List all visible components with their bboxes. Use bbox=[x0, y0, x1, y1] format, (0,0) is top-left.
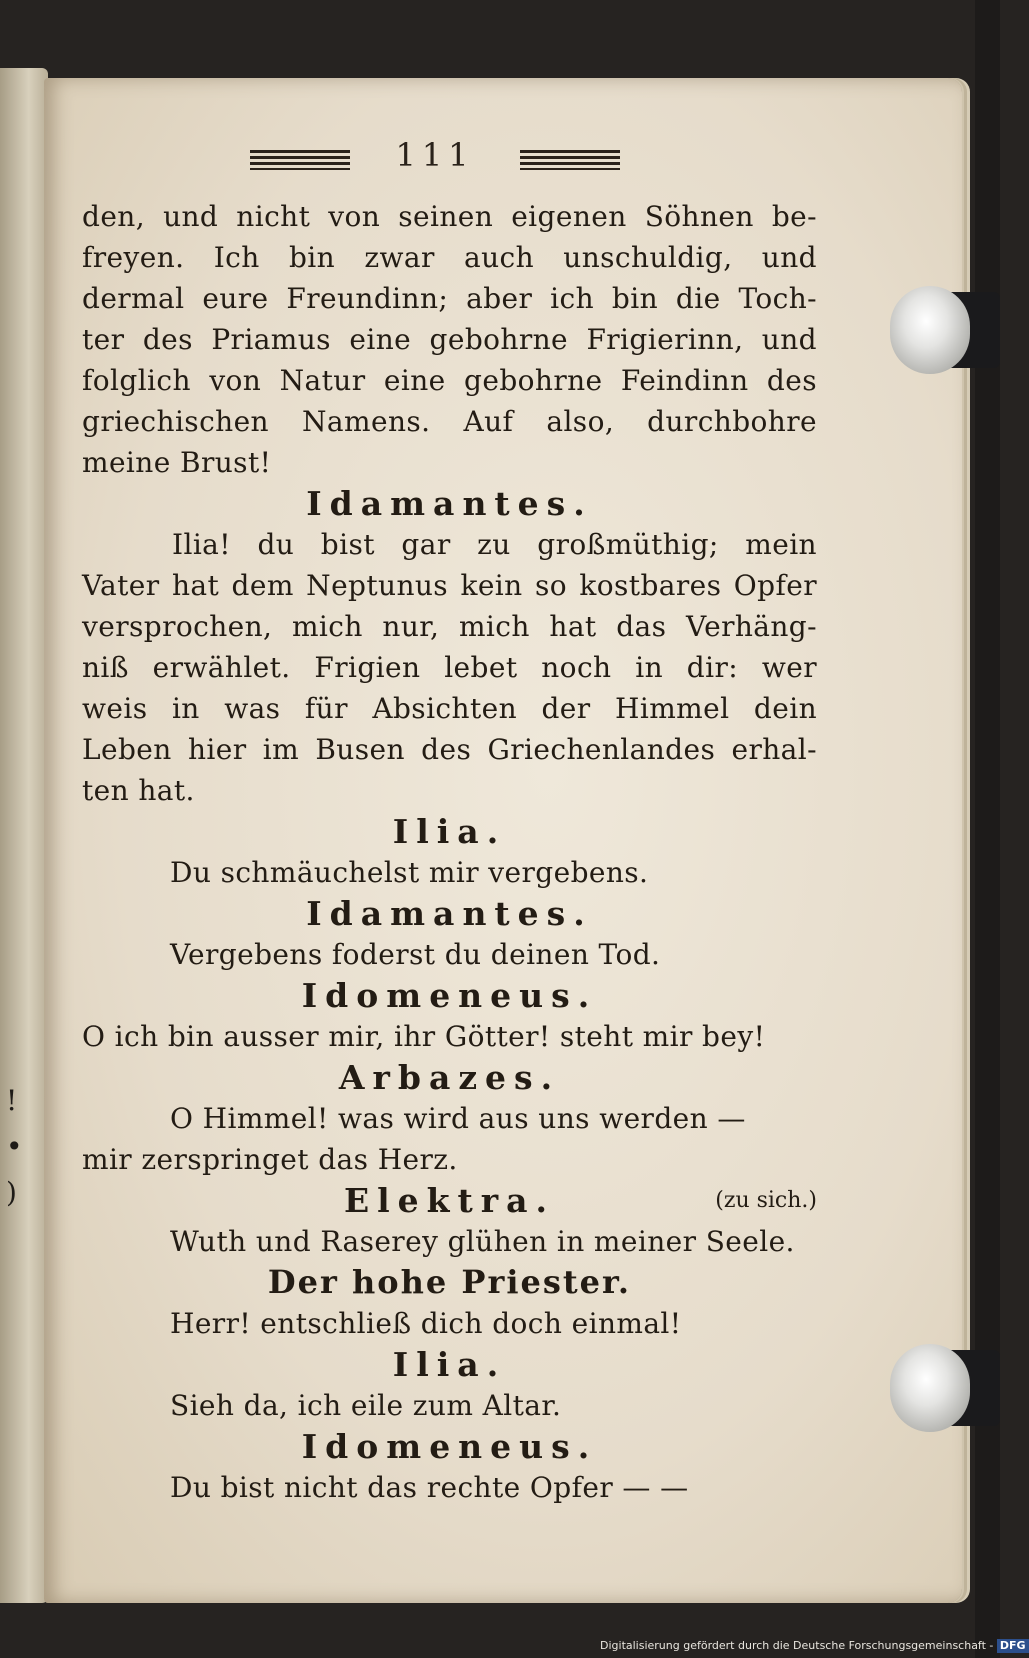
speech-line: mir zerspringet das Herz. bbox=[82, 1143, 458, 1176]
clip-glass bbox=[890, 1344, 970, 1432]
speaker-heading-row bbox=[82, 1180, 817, 1221]
speech-line: O Himmel! was wird aus uns werden — bbox=[170, 1102, 746, 1135]
margin-mark: • bbox=[6, 1130, 23, 1163]
text-line: dermal eure Freundinn; aber ich bin die Toch- bbox=[82, 282, 817, 315]
speech-line: versprochen, mich nur, mich hat das Verhäng- bbox=[82, 610, 817, 643]
text-line: den, und nicht von seinen eigenen Söhnen be- bbox=[82, 200, 817, 233]
text-line: folglich von Natur eine gebohrne Feindinn des bbox=[82, 364, 817, 397]
page-number: 111 bbox=[395, 136, 475, 174]
speaker-heading: Ilia. bbox=[392, 812, 507, 851]
speech-line: O ich bin ausser mir, ihr Götter! steht mir bey! bbox=[82, 1020, 766, 1053]
margin-mark: ! bbox=[6, 1084, 18, 1117]
speech-line: Herr! entschließ dich doch einmal! bbox=[170, 1307, 682, 1340]
speech-line: weis in was für Absichten der Himmel dein bbox=[82, 692, 817, 725]
facing-page-marks bbox=[6, 1078, 23, 1216]
speaker-heading: Der hohe Priester. bbox=[267, 1263, 632, 1301]
margin-mark: ) bbox=[6, 1176, 17, 1209]
speech-line: Sieh da, ich eile zum Altar. bbox=[170, 1389, 562, 1422]
text-line: freyen. Ich bin zwar auch unschuldig, und bbox=[82, 241, 817, 274]
speaker-heading: Idomeneus. bbox=[301, 976, 598, 1015]
speech-line: Ilia! du bist gar zu großmüthig; mein bbox=[172, 528, 817, 561]
page-header bbox=[250, 136, 620, 186]
text-line: griechischen Namens. Auf also, durchbohre bbox=[82, 405, 817, 438]
speaker-heading: Ilia. bbox=[392, 1345, 507, 1384]
speaker-heading: Idamantes. bbox=[306, 484, 593, 523]
header-rule-right bbox=[520, 150, 620, 170]
speaker-heading: Elektra. bbox=[343, 1181, 556, 1220]
stage-direction: (zu sich.) bbox=[715, 1188, 817, 1213]
dfg-logo: DFG bbox=[997, 1639, 1029, 1653]
text-line: ter des Priamus eine gebohrne Frigierinn, und bbox=[82, 323, 817, 356]
header-rule-left bbox=[250, 150, 350, 170]
facing-page-edge bbox=[0, 68, 48, 1603]
speaker-heading: Idomeneus. bbox=[301, 1427, 598, 1466]
speech-line: Vater hat dem Neptunus kein so kostbares Opfer bbox=[82, 569, 817, 602]
text-line: meine Brust! bbox=[82, 446, 272, 479]
speech-line: niß erwählet. Frigien lebet noch in dir: wer bbox=[82, 651, 817, 684]
speech-line: Du schmäuchelst mir vergebens. bbox=[170, 856, 649, 889]
glass-page-clip-bottom bbox=[890, 1344, 1000, 1432]
speaker-heading: Idamantes. bbox=[306, 894, 593, 933]
credit-text: Digitalisierung gefördert durch die Deutsche Forschungsgemeinschaft - bbox=[600, 1639, 994, 1652]
speech-line: Wuth und Raserey glühen in meiner Seele. bbox=[170, 1225, 795, 1258]
clip-glass bbox=[890, 286, 970, 374]
speaker-heading: Arbazes. bbox=[338, 1058, 561, 1097]
page-text bbox=[82, 196, 817, 1508]
speech-line: Vergebens foderst du deinen Tod. bbox=[170, 938, 661, 971]
digitization-credit bbox=[600, 1634, 1026, 1658]
speech-line: Leben hier im Busen des Griechenlandes erhal- bbox=[82, 733, 817, 766]
speech-line: Du bist nicht das rechte Opfer — — bbox=[170, 1471, 689, 1504]
speech-line: ten hat. bbox=[82, 774, 195, 807]
glass-page-clip-top bbox=[890, 286, 1000, 374]
